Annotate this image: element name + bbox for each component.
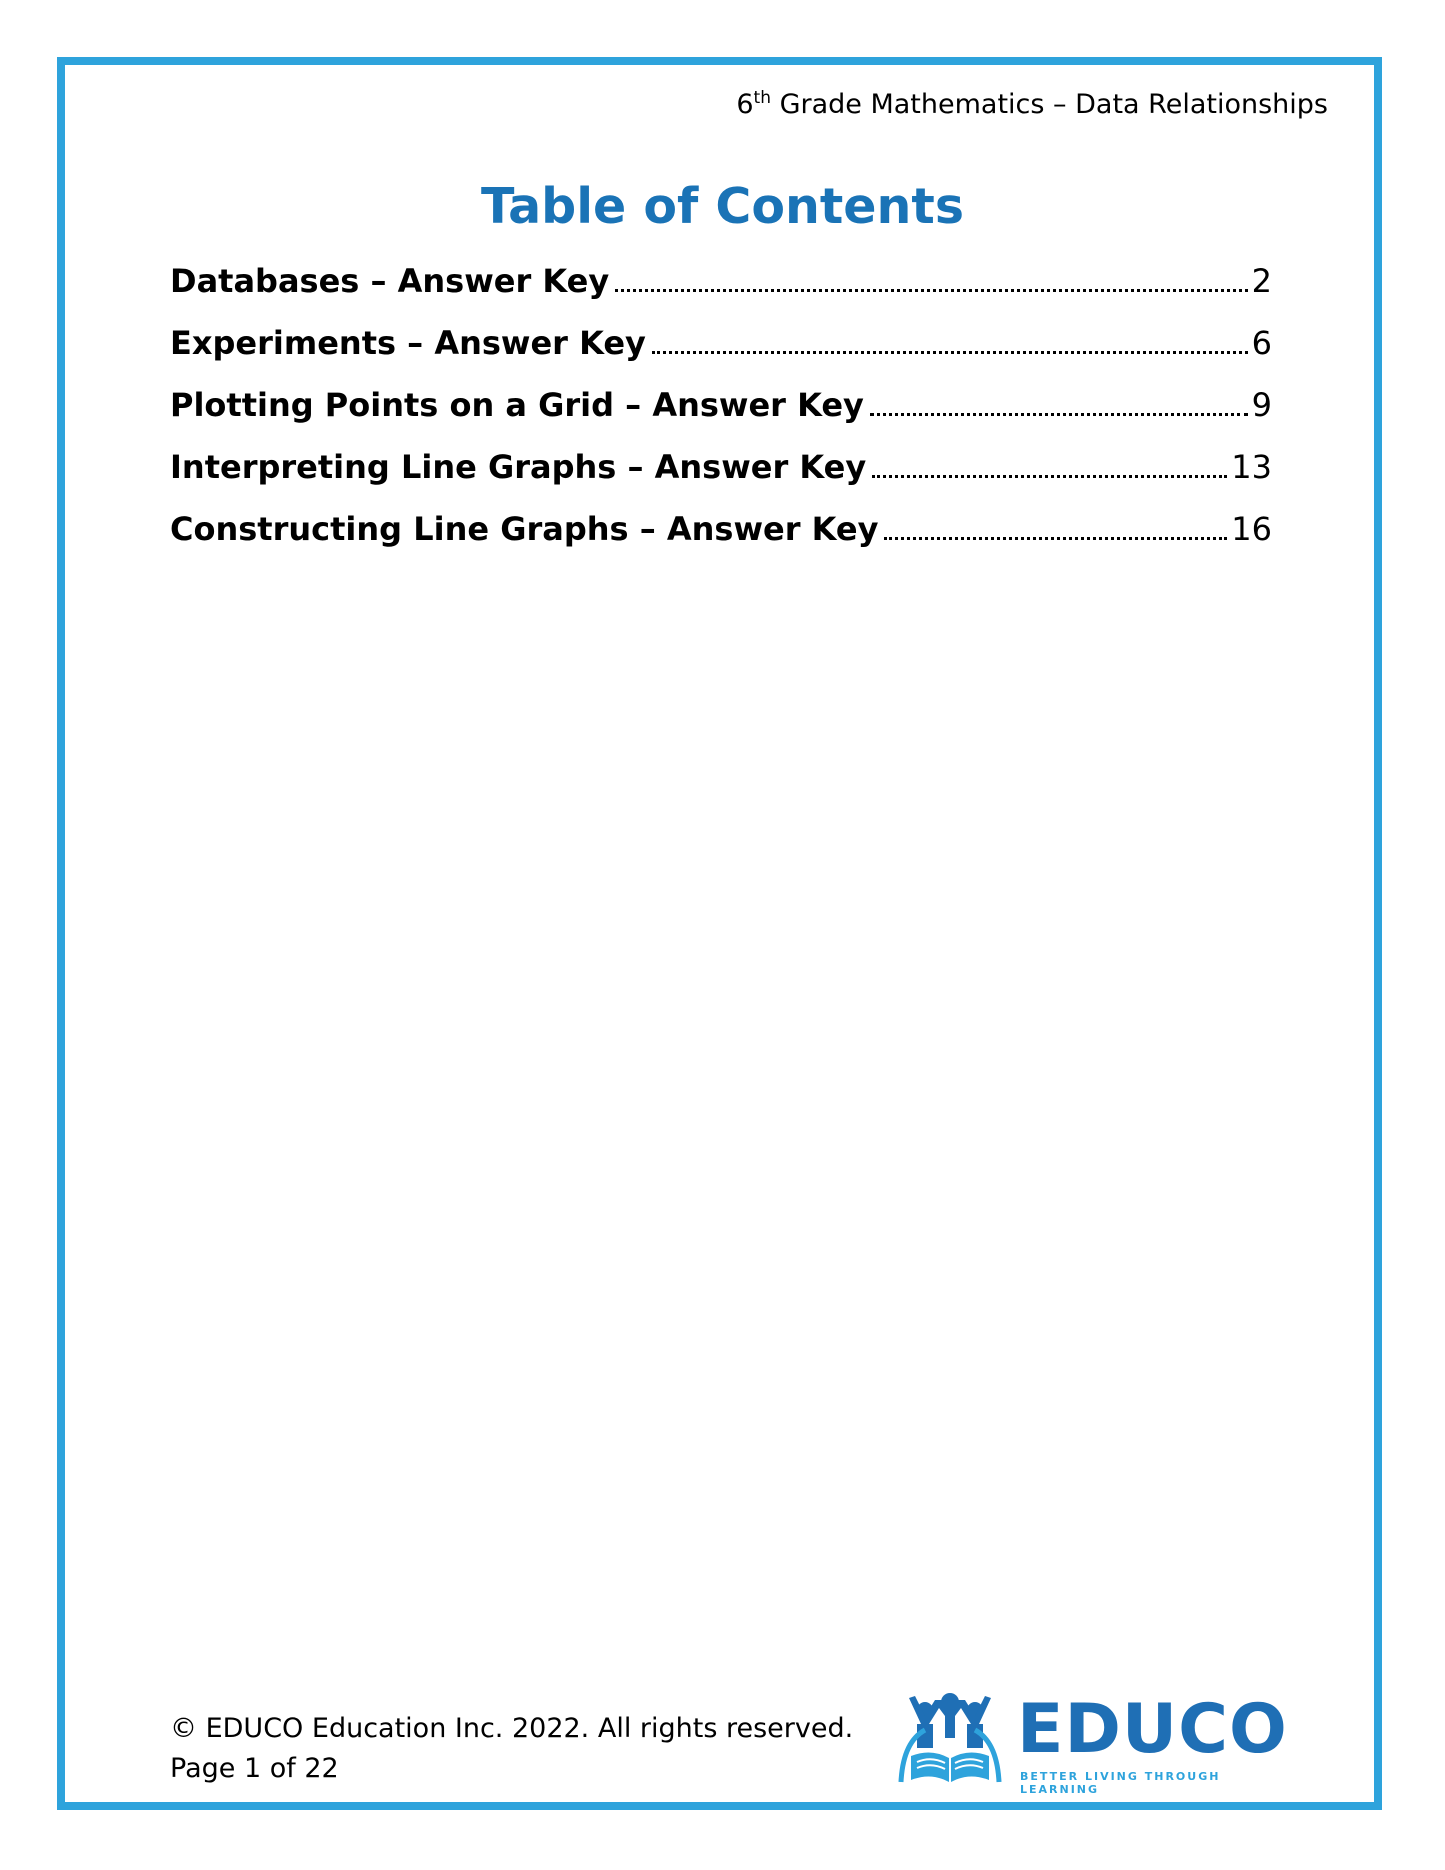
toc-entry-page: 6 — [1251, 324, 1272, 362]
document-header — [736, 88, 1328, 120]
dot-leader — [870, 413, 1248, 416]
toc-entry[interactable] — [170, 448, 1272, 510]
page-number: Page 1 of 22 — [170, 1753, 339, 1784]
people-reading-book-icon — [895, 1690, 1005, 1790]
dot-leader — [652, 351, 1248, 354]
toc-entry-page: 13 — [1231, 448, 1272, 486]
subject-title: Grade Mathematics – Data Relationships — [770, 89, 1328, 120]
toc-entry-label: Databases – Answer Key — [170, 262, 610, 300]
toc-entry-label: Interpreting Line Graphs – Answer Key — [170, 448, 867, 486]
toc-entry-page: 16 — [1231, 510, 1272, 548]
educo-logo — [895, 1690, 1288, 1796]
grade-number: 6 — [736, 89, 754, 120]
toc-entry[interactable] — [170, 510, 1272, 572]
toc-entry[interactable] — [170, 386, 1272, 448]
dot-leader — [872, 475, 1227, 478]
logo-tagline: BETTER LIVING THROUGH LEARNING — [1020, 1770, 1221, 1796]
grade-suffix: th — [753, 88, 771, 108]
footer — [170, 1709, 853, 1789]
toc-entry[interactable] — [170, 262, 1272, 324]
toc-entry-label: Experiments – Answer Key — [170, 324, 646, 362]
toc-entry-page: 2 — [1251, 262, 1272, 300]
logo-wordmark: EDUCO — [1017, 1690, 1288, 1769]
dot-leader — [884, 537, 1227, 540]
table-of-contents — [170, 262, 1272, 572]
toc-entry-page: 9 — [1251, 386, 1272, 424]
toc-entry[interactable] — [170, 324, 1272, 386]
page-title: Table of Contents — [480, 178, 964, 235]
copyright-notice: © EDUCO Education Inc. 2022. All rights reserved. — [170, 1713, 854, 1744]
toc-entry-label: Constructing Line Graphs – Answer Key — [170, 510, 879, 548]
dot-leader — [615, 289, 1247, 292]
toc-entry-label: Plotting Points on a Grid – Answer Key — [170, 386, 864, 424]
